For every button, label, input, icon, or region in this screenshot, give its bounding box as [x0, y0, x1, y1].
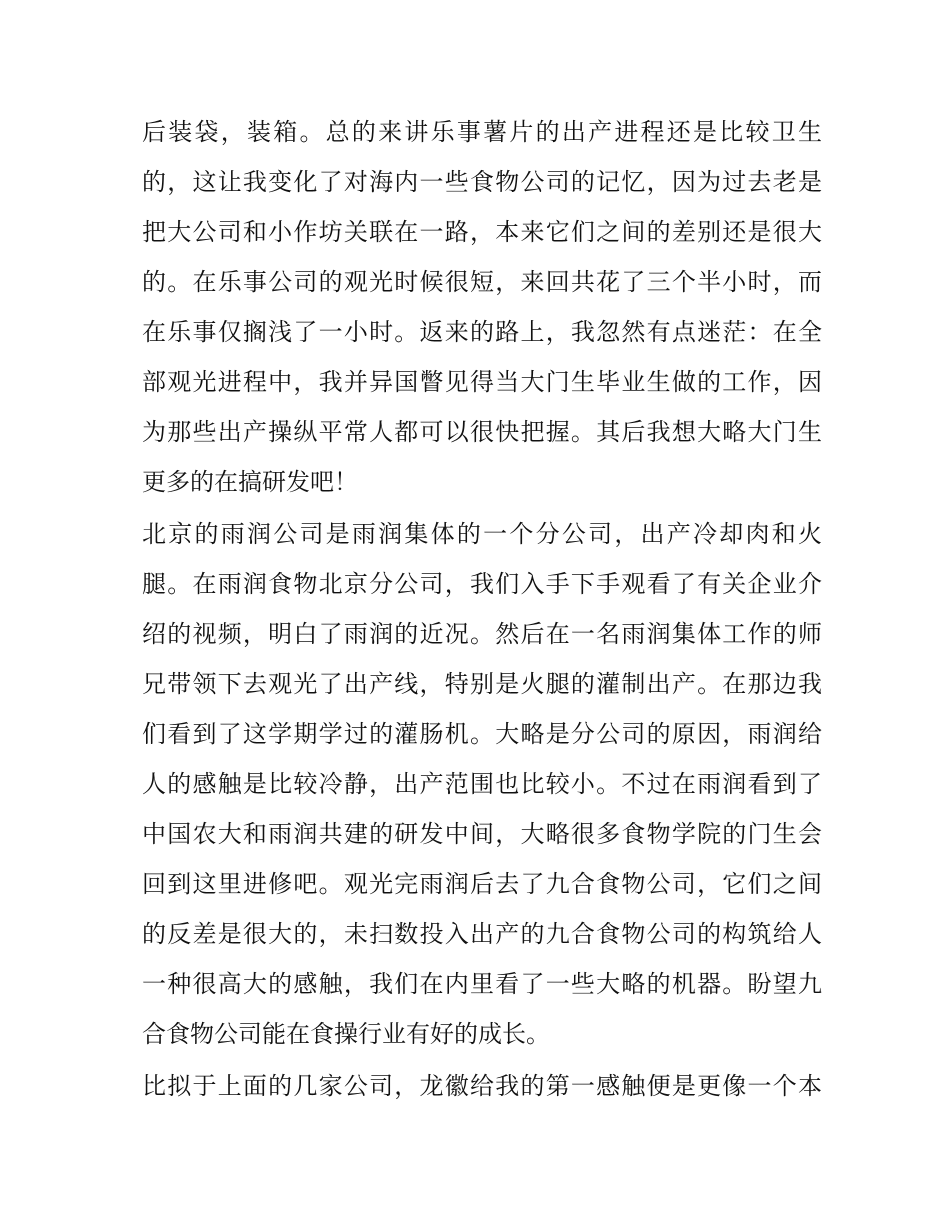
paragraph-2-line-7: 中国农大和雨润共建的研发中间，大略很多食物学院的门生会 — [142, 820, 822, 848]
paragraph-2-line-5: 们看到了这学期学过的灌肠机。大略是分公司的原因，雨润给 — [142, 720, 822, 748]
paragraph-2-line-6: 人的感触是比较冷静，出产范围也比较小。不过在雨润看到了 — [142, 770, 822, 798]
paragraph-1-line-2: 的，这让我变化了对海内一些食物公司的记忆，因为过去老是 — [142, 168, 822, 196]
paragraph-1-line-8: 更多的在搞研发吧！ — [142, 468, 358, 496]
paragraph-1-line-5: 在乐事仅搁浅了一小时。返来的路上，我忽然有点迷茫：在全 — [142, 318, 822, 346]
paragraph-2-line-4: 兄带领下去观光了出产线，特别是火腿的灌制出产。在那边我 — [142, 670, 822, 698]
paragraph-1-line-4: 的。在乐事公司的观光时候很短，来回共花了三个半小时，而 — [142, 268, 822, 296]
paragraph-1-line-1: 后装袋，装箱。总的来讲乐事薯片的出产进程还是比较卫生 — [142, 118, 822, 146]
paragraph-2-line-9: 的反差是很大的，未扫数投入出产的九合食物公司的构筑给人 — [142, 920, 822, 948]
paragraph-2-line-10: 一种很高大的感触，我们在内里看了一些大略的机器。盼望九 — [142, 970, 822, 998]
paragraph-2-line-3: 绍的视频，明白了雨润的近况。然后在一名雨润集体工作的师 — [142, 620, 822, 648]
paragraph-2-line-2: 腿。在雨润食物北京分公司，我们入手下手观看了有关企业介 — [142, 570, 822, 598]
paragraph-1-line-3: 把大公司和小作坊关联在一路，本来它们之间的差别还是很大 — [142, 218, 822, 246]
paragraph-2-line-1: 北京的雨润公司是雨润集体的一个分公司，出产冷却肉和火 — [142, 520, 822, 548]
paragraph-2-line-8: 回到这里进修吧。观光完雨润后去了九合食物公司，它们之间 — [142, 870, 822, 898]
paragraph-1-line-7: 为那些出产操纵平常人都可以很快把握。其后我想大略大门生 — [142, 418, 822, 446]
paragraph-1-line-6: 部观光进程中，我并异国瞥见得当大门生毕业生做的工作，因 — [142, 368, 822, 396]
paragraph-2-line-11: 合食物公司能在食操行业有好的成长。 — [142, 1020, 550, 1048]
paragraph-3-line-1: 比拟于上面的几家公司，龙徽给我的第一感触便是更像一个本 — [142, 1072, 822, 1100]
